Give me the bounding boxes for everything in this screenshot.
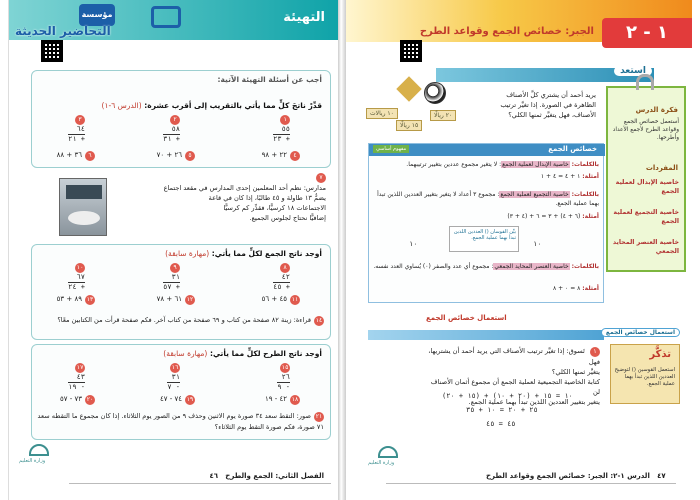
- properties-box: [368, 143, 604, 303]
- problem-number: ١٤: [315, 317, 323, 324]
- word-line: ٧١ صورة، فكم صورة التقط يوم الثلاثاء؟: [214, 423, 324, 431]
- problem-expr: ٢٢ + ٩٨: [261, 151, 287, 159]
- hint-bubble: بيِّن القوسان () العددين اللذين تبدأ بهما عملية الجمع.: [449, 226, 519, 252]
- word-line: الاجتماعات ١٨ كرسيًّا، فقدِّر كم كرسيًّا: [223, 204, 326, 212]
- problem-expr: ٧٤ - ٤٧: [159, 395, 182, 403]
- price-tag: ١٥ ريالًا: [396, 120, 422, 131]
- page-footer: [209, 472, 324, 480]
- prereq-section-1: [31, 70, 331, 168]
- operand-top: ٣١: [171, 373, 180, 381]
- example-equation: ٢٥ + ٢٠ = ١٠ + ٣٥: [466, 406, 538, 414]
- lesson-sidebar: [606, 86, 686, 272]
- problem-expr: ٢٦ + ٧٠: [156, 151, 182, 159]
- example-equation: ٤٥ = ٤٥: [486, 420, 516, 428]
- rule-associative: [371, 190, 599, 208]
- problem-number: ٦: [85, 151, 95, 161]
- operand-bottom: ٧ -: [167, 383, 180, 391]
- chapter-name: الفصل الثاني: الجمع والطرح: [225, 472, 324, 480]
- word-line: يضمُّ ١٣ طاولة و ٤٥ طالبًا، إذا كان في قاعة: [208, 194, 326, 202]
- problem-13: [57, 295, 95, 305]
- problem-number: ٣: [75, 115, 85, 125]
- problem-12: [157, 295, 195, 305]
- problem-19: [160, 395, 195, 405]
- problem-6: [57, 151, 95, 161]
- problem-4: [262, 151, 300, 161]
- problem-number: ١٦: [171, 364, 179, 371]
- problem-2: [163, 115, 180, 144]
- term-item: خاصية الإبدال لعملية الجمع: [615, 179, 679, 195]
- remember-box: [610, 344, 680, 404]
- example-number: ١: [590, 347, 600, 357]
- word-line: صور: التقط سعد ٣٤ صورة يوم الاثنين وحذف ٩ من الصور يوم الثلاثاء. إذا كان مجموع ما التقطه سعد: [37, 412, 311, 420]
- section-title-text: أوجد ناتج الجمع لكلٍّ مما يأتي:: [211, 249, 322, 258]
- kite-image: [396, 76, 421, 101]
- rule-name: خاصية التجميع لعملية الجمع: [500, 191, 569, 198]
- use-bar: [368, 330, 604, 340]
- term-item: خاصية التجميع لعملية الجمع: [613, 209, 679, 225]
- section-title-text: أوجد ناتج الطرح لكلٍّ مما يأتي:: [209, 349, 322, 358]
- right-page: [346, 0, 692, 500]
- logo-name: التحاضير الحديثة: [15, 24, 111, 38]
- price-tag: ٢٠ ريالًا: [430, 110, 456, 121]
- operand-bottom: ٢٤ +: [68, 283, 85, 291]
- ministry-name: وزارة التعليم: [368, 460, 395, 466]
- prepare-line: الأصناف، فهل يتغيَّر ثمنها الكلي؟: [508, 111, 596, 119]
- problem-3: [68, 115, 85, 144]
- problem-expr: ٤٢ - ١٩: [264, 395, 287, 403]
- prepare-text: [456, 90, 596, 120]
- rule-name: خاصية الإبدال لعملية الجمع: [502, 161, 569, 168]
- rule-label: بالكلمات:: [571, 263, 599, 270]
- prepare-line: يريد أحمد أن يشتري كلَّ الأصناف: [506, 91, 596, 99]
- example-expr: ١ + ٤ = ٤ + ١: [540, 173, 581, 180]
- section-ref: (مهارة سابقة): [163, 349, 208, 358]
- example-equation: (١٥ + ٢٠) + ١٠ = ١٥ + (٢٠ + ١٠): [442, 392, 573, 400]
- page-title: التهيئة: [283, 10, 325, 25]
- word-problem-7: [126, 172, 326, 223]
- rule-name: خاصية العنصر المحايد الجمعي: [494, 263, 569, 270]
- watermark-logo: [9, 0, 189, 48]
- problem-number: ٧: [316, 173, 326, 183]
- items-illustration: [366, 80, 466, 140]
- hook-icon: [636, 74, 654, 90]
- section-ref: (مهارة سابقة): [165, 249, 210, 258]
- price-tag: ١٠ ريالات: [366, 108, 398, 119]
- rule-label: بالكلمات:: [571, 191, 599, 198]
- properties-title: خصائص الجمع: [548, 145, 597, 153]
- idea-heading: فكرة الدرس: [635, 106, 678, 114]
- rule-label: بالكلمات:: [571, 161, 599, 168]
- word-line: إضافيًّا نحتاج لجلوس الجميع.: [249, 214, 326, 222]
- problem-16: [167, 363, 180, 392]
- idea-text: أستعمل خصائص الجمع وقواعد الطرح لأجمع الأعداد وأطرحها.: [612, 119, 679, 141]
- example-line: يتغيَّر ثمنها الكلي؟: [551, 368, 600, 376]
- problem-number: ١١: [291, 296, 299, 303]
- page-number: ٤٦: [209, 472, 218, 480]
- qr-code: [400, 40, 422, 62]
- operand-bottom: ٥٧ +: [163, 283, 180, 291]
- book-gutter: [338, 0, 346, 500]
- lesson-footer: الدرس ١-٢: الجبر: خصائص الجمع وقواعد الطرح: [486, 472, 650, 480]
- problem-number: ٢٠: [86, 396, 94, 403]
- example-associative: [371, 212, 599, 221]
- lesson-number: ١ - ٢: [602, 18, 692, 48]
- rule-text: : مجموع ٣ أعداد لا يتغير بتغيير العددين اللذين تبدأ بهما عملية الجمع.: [377, 191, 599, 207]
- example-label: أمثلة:: [582, 173, 599, 180]
- section-ref: (الدرس ٦-١): [101, 101, 142, 110]
- example-expr: ٨ = ٠ + ٨: [552, 285, 581, 292]
- problem-number: ١٧: [76, 364, 84, 371]
- problem-number: ٨: [280, 263, 290, 273]
- example-line: كتابة الخاصية التجميعية لعملية الجمع أن مجموع أثمان الأصناف لن: [430, 378, 600, 396]
- operand-top: ٤٣: [76, 373, 85, 381]
- classroom-photo: [59, 178, 107, 236]
- problem-number: ٢١: [315, 413, 323, 420]
- word-problem-21: [36, 411, 324, 432]
- problem-expr: ٦١ + ٧٨: [156, 295, 182, 303]
- problem-number: ٤: [290, 151, 300, 161]
- problem-17: [68, 363, 85, 392]
- operand-bottom: ١٩ -: [68, 383, 85, 391]
- example-commutative: [371, 172, 599, 181]
- example-line: تَسوق: إذا تغيَّر ترتيب الأصناف التي يريد أحمد أن يشتريها، فهل: [428, 347, 600, 366]
- problem-10: [68, 263, 85, 292]
- rule-identity: [371, 262, 599, 271]
- example-identity: [371, 284, 599, 293]
- problem-number: ١٠: [76, 264, 84, 271]
- problem-number: ٥: [185, 151, 195, 161]
- result-value: ١٠: [533, 240, 542, 248]
- example-line: يتغير بتغيير العددين اللذين تبدأ بهما عملية الجمع.: [468, 398, 600, 406]
- operand-bottom: ٢٣ +: [273, 135, 290, 143]
- problem-expr: ٨٩ + ٥٣: [56, 295, 82, 303]
- operand-top: ٢٦: [281, 373, 290, 381]
- result-value: ١٠: [409, 240, 418, 248]
- prereq-section-2: [31, 244, 331, 340]
- section-title: [163, 349, 322, 358]
- page-footer: [486, 472, 666, 480]
- example-label: أمثلة:: [582, 213, 599, 220]
- problem-11: [262, 295, 300, 305]
- rule-text: : لا يتغير مجموع عددين بتغيير ترتيبهما.: [406, 161, 502, 168]
- remember-heading: تذكَّر: [649, 349, 671, 360]
- ministry-name: وزارة التعليم: [19, 458, 46, 464]
- section-title-text: قدِّرْ ناتجَ كلٍّ مما يأتي بالتقريب إلى أقرب عشرة:: [144, 101, 322, 110]
- problem-8: [273, 263, 290, 292]
- operand-top: ٦٧: [76, 273, 85, 281]
- problem-expr: ٣٦ + ٨٨: [56, 151, 82, 159]
- prepare-label: استعد: [614, 66, 652, 76]
- operand-top: ٥٥: [281, 125, 290, 133]
- use-heading: استعمال خصائص الجمع: [426, 314, 507, 322]
- operand-bottom: ٣١ +: [163, 135, 180, 143]
- problem-9: [163, 263, 180, 292]
- problem-20: [60, 395, 95, 405]
- word-line: مدارس: نظم أحد المعلمين إحدى المدارس في مقعد اجتماع: [163, 184, 326, 192]
- problem-18: [265, 395, 300, 405]
- problem-number: ١٥: [281, 364, 289, 371]
- term-item: خاصية العنصر المحايد الجمعي: [612, 239, 679, 255]
- section-title: [165, 249, 322, 258]
- footer-rule: [386, 483, 676, 484]
- operand-bottom: ٤٥ +: [273, 283, 290, 291]
- ministry-logo: [368, 446, 408, 476]
- logo-icon: [151, 6, 181, 28]
- problem-15: [277, 363, 290, 392]
- rule-text: : مجموع أي عدد والصفر (٠) يُساوي العدد نفسه.: [373, 263, 494, 270]
- problem-5: [157, 151, 195, 161]
- problem-expr: ٤٥ + ٥٦: [261, 295, 287, 303]
- problem-number: ٢: [170, 115, 180, 125]
- prereq-section-3: [31, 344, 331, 440]
- operand-top: ٥٨: [171, 125, 180, 133]
- section-title: [102, 101, 322, 110]
- operand-bottom: ٢١ +: [68, 135, 85, 143]
- prepare-line: الظاهرة في الصورة. إذا تغيَّر ترتيب: [500, 101, 596, 109]
- problem-1: [273, 115, 290, 144]
- problem-number: ٩: [170, 263, 180, 273]
- problem-number: ١٢: [186, 296, 194, 303]
- operand-top: ٤٢: [281, 273, 290, 281]
- problem-number: ١٣: [86, 296, 94, 303]
- problem-number: ١٩: [186, 396, 194, 403]
- page-number: ٤٧: [657, 472, 666, 480]
- remember-text: استعمل القوسين () لتوضيح العددين اللذين تبدأ بهما عملية الجمع.: [614, 367, 675, 387]
- problem-number: ١٨: [291, 396, 299, 403]
- lesson-title: الجبر: خصائص الجمع وقواعد الطرح: [419, 26, 594, 37]
- operand-top: ٦٤: [76, 125, 85, 133]
- word-problem-14: [36, 315, 324, 326]
- problem-expr: ٧٣ - ٥٧: [59, 395, 82, 403]
- word-line: قراءة: زينة ٨٢ صفحة من كتاب و ٦٩ صفحة من كتاب آخر. فكم صفحة قرأت من الكتابين معًا؟: [57, 316, 311, 324]
- problem-number: ١: [280, 115, 290, 125]
- footer-rule: [69, 483, 331, 484]
- logo-badge: مؤسسة: [79, 4, 115, 26]
- use-label: استعمال خصائص الجمع: [601, 328, 680, 337]
- concept-tag: مفهوم أساسي: [373, 145, 409, 153]
- left-page: [8, 0, 338, 500]
- rule-commutative: [371, 160, 599, 169]
- section-intro: أجب عن أسئلة التهيئة الآتية:: [217, 75, 322, 84]
- operand-bottom: ٩ -: [277, 383, 290, 391]
- ball-image: [424, 82, 446, 104]
- ministry-logo: [19, 444, 59, 474]
- operand-top: ٣١: [171, 273, 180, 281]
- terms-heading: المفردات: [645, 164, 678, 172]
- example-label: أمثلة:: [582, 285, 599, 292]
- example-expr: (٦ + ٤) + ٣ = ٦ + (٤ + ٣): [507, 213, 581, 220]
